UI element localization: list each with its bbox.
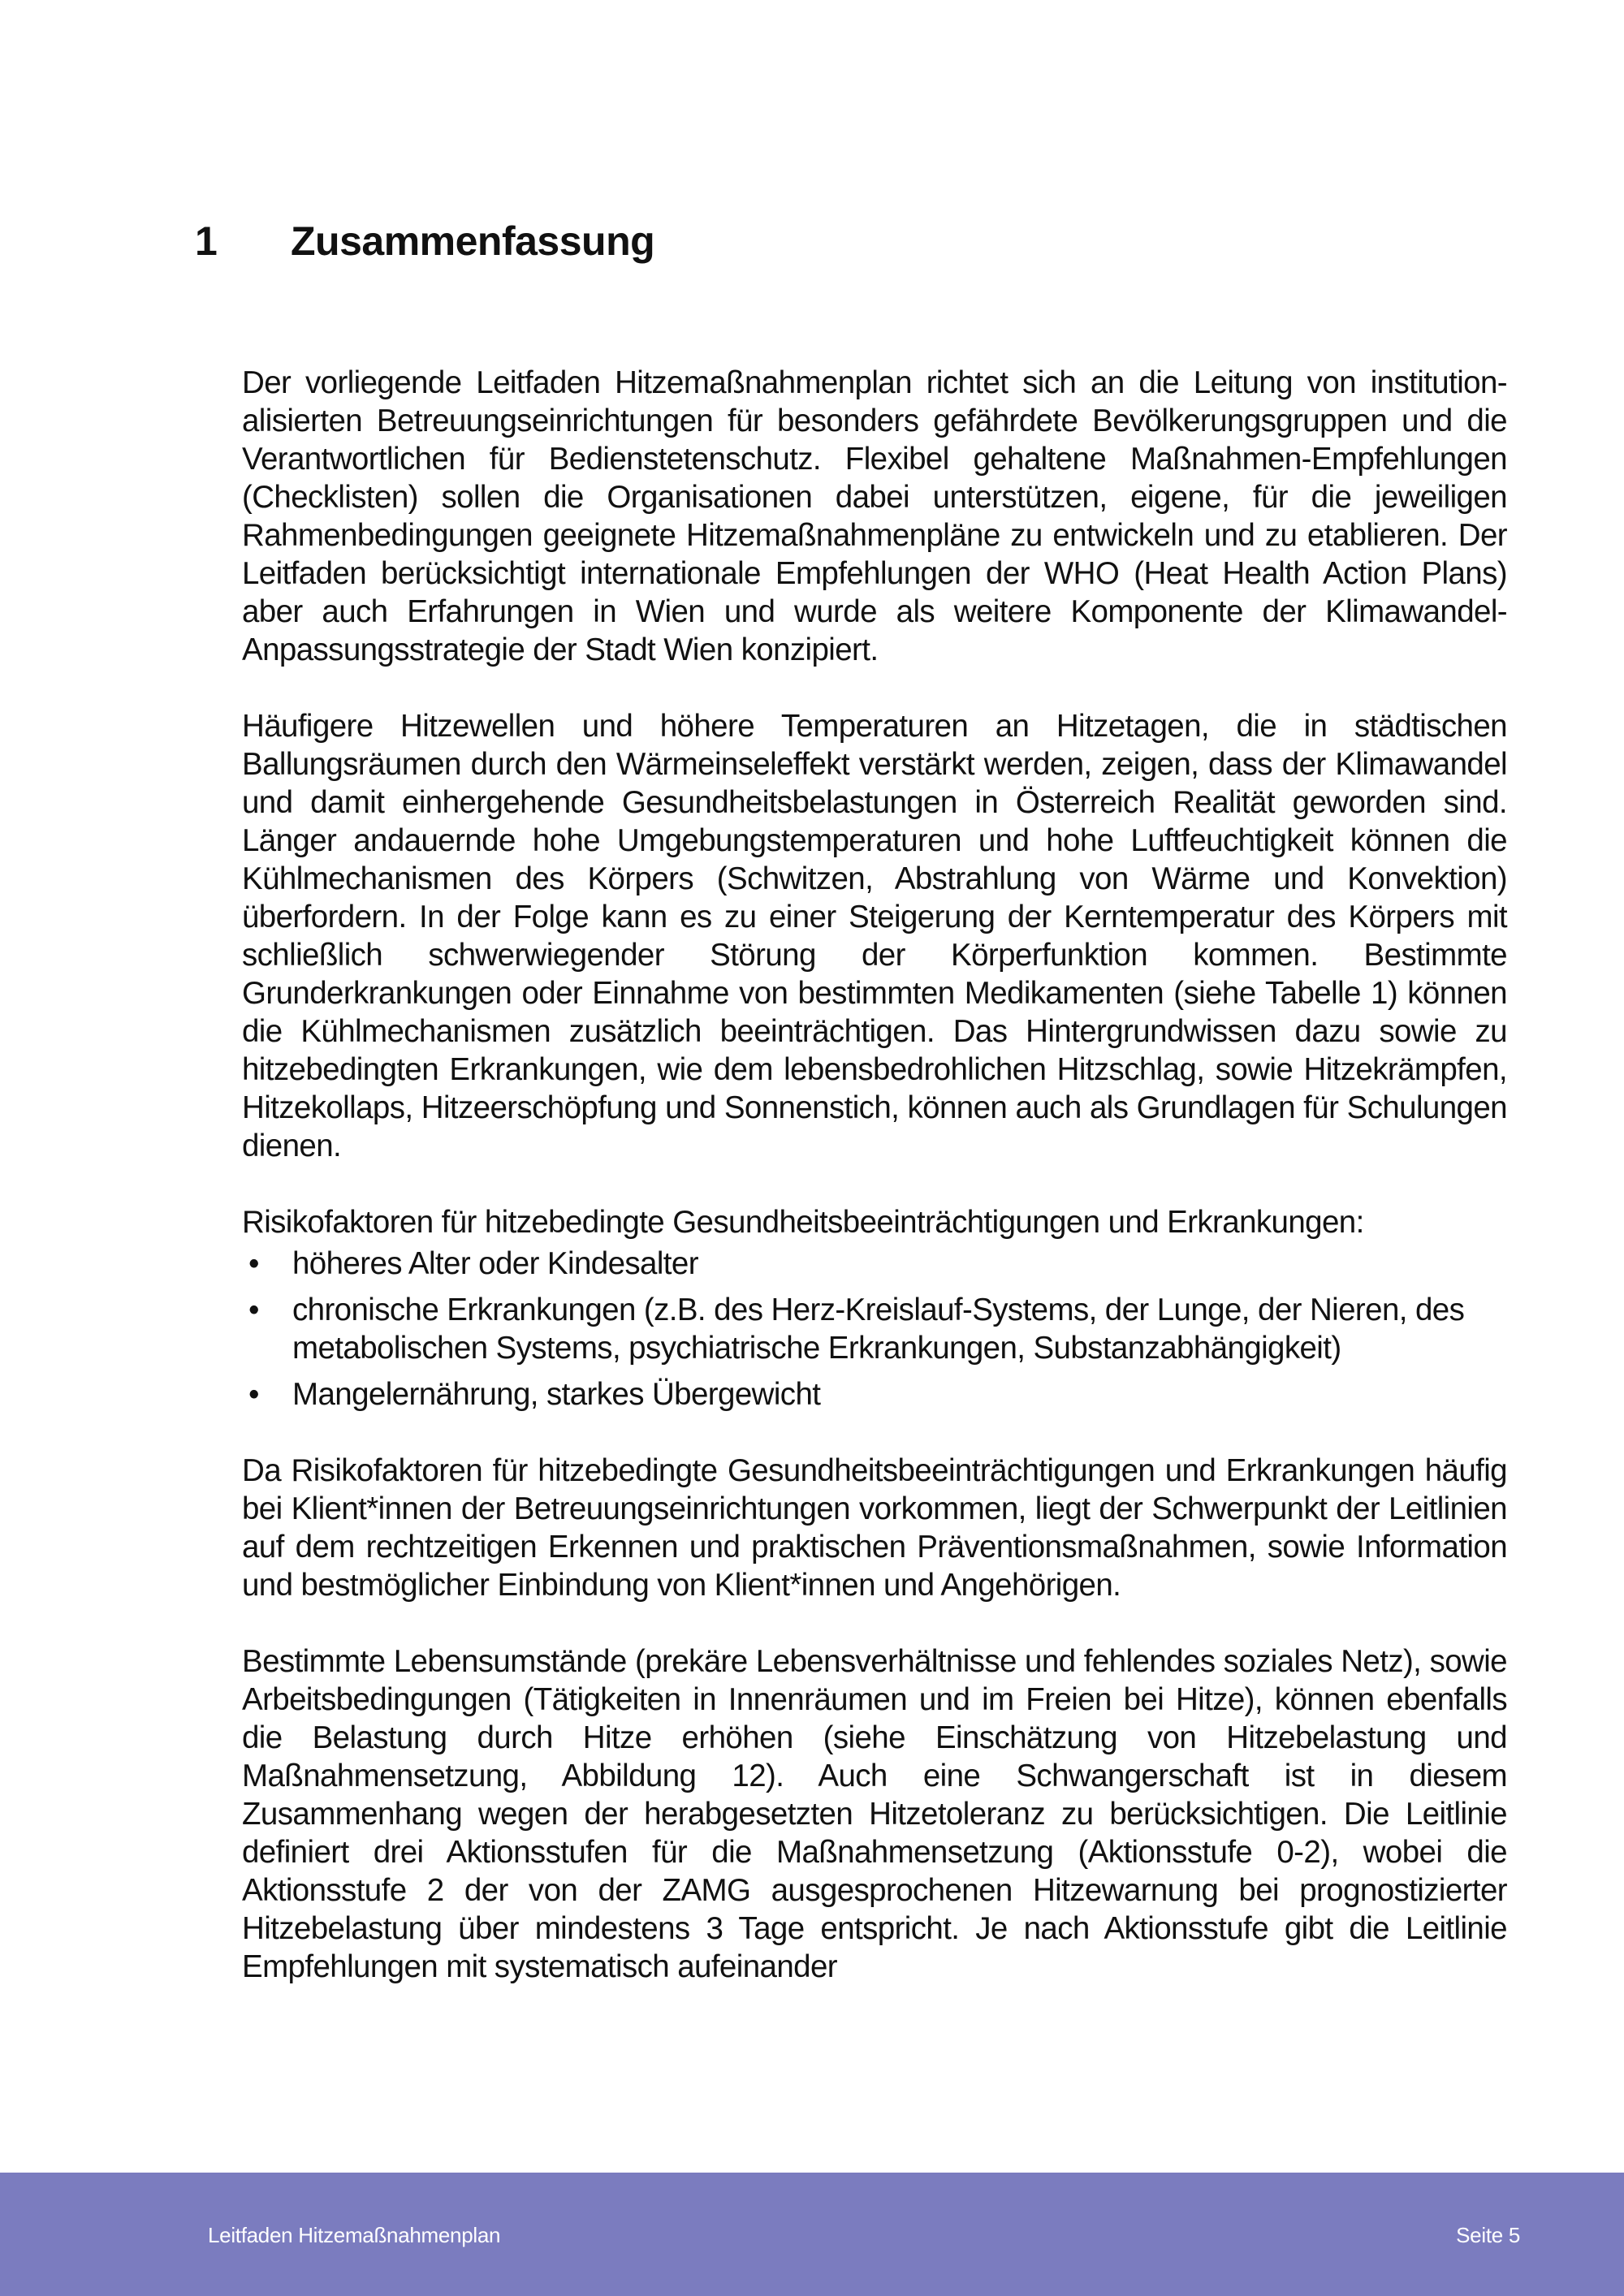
section-title: Zusammenfassung [291,218,655,264]
list-item-text: Mangelernährung, starkes Übergewicht [292,1377,821,1412]
section-heading [195,218,654,265]
paragraph-living-conditions: Bestimmte Lebensumstände (prekäre Lebensverhältnisse und fehlendes soziales Netz), sowie Arbeitsbedingungen (Tätigkeiten in Innenräumen und im Freien bei Hitze), können ebenfalls die Belastung durch Hitze erhöhen (siehe Einschätzung von Hitzebelastung und Maßnahmensetzung, Abbildung 12). Auch eine Schwangerschaft ist in diesem Zusammenhang wegen der herabgesetzten Hitzetoleranz zu berücksichtigen. Die Leitlinie definiert drei Aktionsstufen für die Maßnahmensetzung (Aktionsstufe 0-2), wobei die Aktionsstufe 2 der von der ZAMG ausgesprochenen Hitzewarnung bei prognostizierter Hitzebelastung über mindestens 3 Tage entspricht. Je nach Aktionsstufe gibt die Leitlinie Empfehlungen mit systematisch aufeinander [242,1644,1507,1984]
page-footer [0,2173,1624,2296]
page-number: Seite 5 [1456,2223,1520,2247]
footer-document-title: Leitfaden Hitzemaßnahmenplan [208,2223,501,2247]
document-body [242,364,1507,2024]
risk-factors-list [242,1245,1507,1413]
list-item [242,1245,1507,1283]
paragraph-heatwaves: Häufigere Hitzewellen und höhere Temperaturen an Hitzetagen, die in städtischen Ballungsräumen durch den Wärmeinseleffekt verstärkt werden, zeigen, dass der Klimawandel und damit einhergehende Gesundheitsbelastungen in Österreich Realität geworden sind. Länger andauernde hohe Umgebungstemperaturen und hohe Luftfeuchtigkeit können die Kühlmechanismen des Körpers (Schwitzen, Abstrahlung von Wärme und Konvektion) überfordern. In der Folge kann es zu einer Steigerung der Kerntemperatur des Körpers mit schließlich schwerwiegender Störung der Körperfunktion kommen. Bestimmte Grunderkrankungen oder Einnahme von bestimmten Medikamenten (siehe Tabelle 1) können die Kühlmechanismen zusätzlich beeinträchtigen. Das Hintergrundwissen dazu sowie zu hitzebedingten Erkrankungen, wie dem lebensbedrohlichen Hitzschlag, sowie Hitzekrämpfen, Hitzekollaps, Hitzeerschöpfung und Sonnenstich, können auch als Grundlagen für Schulungen dienen. [242,709,1507,1163]
paragraph-intro: Der vorliegende Leitfaden Hitzemaßnahmenplan richtet sich an die Leitung von institution-alisierten Betreuungseinrichtungen für besonders gefährdete Bevölkerungsgruppen und die Verantwortlichen für Bedienstetenschutz. Flexibel gehaltene Maßnahmen-Empfehlungen (Checklisten) sollen die Organisationen dabei unterstützen, eigene, für die jeweiligen Rahmenbedingungen geeignete Hitzemaßnahmenpläne zu entwickeln und zu etablieren. Der Leitfaden berücksichtigt internationale Empfehlungen der WHO (Heat Health Action Plans) aber auch Erfahrungen in Wien und wurde als weitere Komponente der Klimawandel-Anpassungsstrategie der Stadt Wien konzipiert. [242,365,1507,667]
list-item-text: höheres Alter oder Kindesalter [292,1246,698,1281]
list-item-text: chronische Erkrankungen (z.B. des Herz-Kreislauf-Systems, der Lunge, der Nieren, des metabolischen Systems, psychiatrische Erkrankungen, Substanzabhängigkeit) [292,1293,1465,1366]
risk-factors-lead: Risikofaktoren für hitzebedingte Gesundheitsbeeinträchtigungen und Erkrankungen: [242,1205,1364,1240]
list-item [242,1291,1507,1367]
section-number: 1 [195,218,218,264]
paragraph-clients: Da Risikofaktoren für hitzebedingte Gesundheitsbeeinträchtigungen und Erkrankungen häufig bei Klient*innen der Betreuungseinrichtungen vorkommen, liegt der Schwerpunkt der Leitlinien auf dem rechtzeitigen Erkennen und praktischen Präventionsmaßnahmen, sowie Information und bestmöglicher Einbindung von Klient*innen und Angehörigen. [242,1453,1507,1603]
bullet-icon: • [248,1293,259,1327]
bullet-icon: • [248,1377,259,1412]
list-item [242,1375,1507,1413]
bullet-icon: • [248,1246,259,1281]
